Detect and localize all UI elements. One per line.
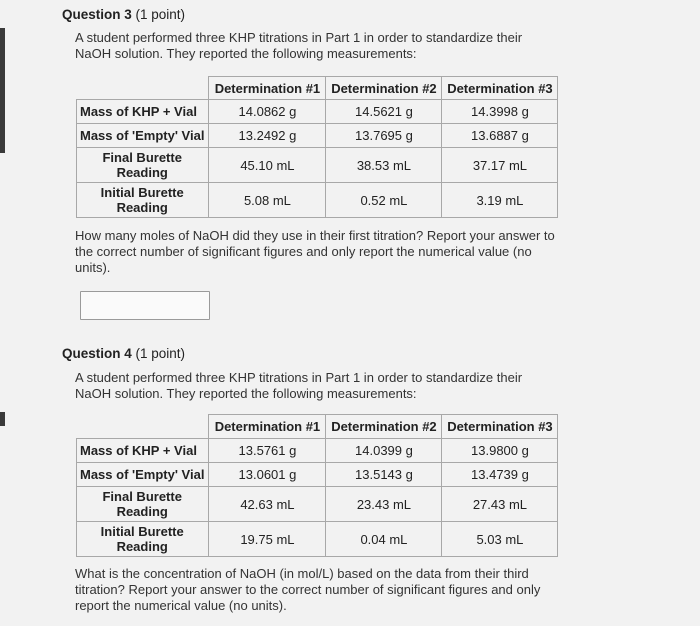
table-cell: 14.3998 g: [442, 100, 558, 124]
question-3-label: Question 3: [62, 7, 132, 22]
row-label: Mass of KHP + Vial: [77, 439, 209, 463]
table-cell: 0.04 mL: [326, 522, 442, 557]
row-label-line: Reading: [116, 200, 168, 215]
table-cell: 27.43 mL: [442, 487, 558, 522]
table-cell: 19.75 mL: [209, 522, 326, 557]
question-4-prompt-line: What is the concentration of NaOH (in mol/L) based on the data from their third: [75, 566, 529, 581]
table-cell: 14.0862 g: [209, 100, 326, 124]
question-3-intro-line: NaOH solution. They reported the following measurements:: [75, 46, 417, 61]
table-cell: 13.7695 g: [326, 124, 442, 148]
row-label: [77, 522, 209, 557]
row-label-line: Reading: [116, 539, 168, 554]
question-3-prompt-line: the correct number of significant figures and only report the numerical value (no: [75, 244, 532, 259]
row-label: Mass of KHP + Vial: [77, 100, 209, 124]
row-label: Mass of 'Empty' Vial: [77, 463, 209, 487]
table-cell: 5.08 mL: [209, 183, 326, 218]
column-header: Determination #1: [209, 415, 326, 439]
question-3-prompt: [75, 228, 590, 276]
column-header: Determination #1: [209, 77, 326, 100]
question-3-prompt-line: units).: [75, 260, 111, 275]
left-edge-bar: [0, 28, 5, 153]
question-3-data-table: [76, 76, 558, 218]
table-row: [77, 487, 558, 522]
column-header: Determination #2: [326, 415, 442, 439]
column-header: Determination #2: [326, 77, 442, 100]
row-label-line: Final Burette: [102, 489, 182, 504]
table-cell: 5.03 mL: [442, 522, 558, 557]
question-4-intro-line: NaOH solution. They reported the following measurements:: [75, 386, 417, 401]
question-3-points: (1 point): [135, 7, 186, 22]
table-cell: 38.53 mL: [326, 148, 442, 183]
table-row: [77, 522, 558, 557]
row-label-line: Initial Burette: [100, 524, 184, 539]
row-label-line: Initial Burette: [100, 185, 184, 200]
question-4-label: Question 4: [62, 346, 132, 361]
table-row: [77, 148, 558, 183]
question-3-intro-line: A student performed three KHP titrations in Part 1 in order to standardize their: [75, 30, 523, 45]
question-3-answer-input[interactable]: [80, 291, 210, 320]
question-3-title: [62, 7, 185, 22]
question-4-prompt: [75, 566, 590, 614]
table-row: [77, 463, 558, 487]
table-row: [77, 124, 558, 148]
column-header: Determination #3: [442, 77, 558, 100]
column-header: Determination #3: [442, 415, 558, 439]
question-4-intro-line: A student performed three KHP titrations in Part 1 in order to standardize their: [75, 370, 523, 385]
row-label-line: Final Burette: [102, 150, 182, 165]
row-label-line: Reading: [116, 504, 168, 519]
table-cell: 13.5143 g: [326, 463, 442, 487]
table-cell: 13.0601 g: [209, 463, 326, 487]
table-cell: 14.0399 g: [326, 439, 442, 463]
table-cell: 3.19 mL: [442, 183, 558, 218]
question-4-points: (1 point): [135, 346, 186, 361]
question-4-intro: [75, 370, 575, 402]
table-cell: 13.5761 g: [209, 439, 326, 463]
table-cell: 45.10 mL: [209, 148, 326, 183]
question-4-title: [62, 346, 185, 361]
table-cell: 0.52 mL: [326, 183, 442, 218]
question-3-prompt-line: How many moles of NaOH did they use in their first titration? Report your answer to: [75, 228, 555, 243]
table-cell: 13.4739 g: [442, 463, 558, 487]
table-cell: 23.43 mL: [326, 487, 442, 522]
table-cell: 37.17 mL: [442, 148, 558, 183]
table-corner: [77, 77, 209, 100]
row-label: Mass of 'Empty' Vial: [77, 124, 209, 148]
table-cell: 42.63 mL: [209, 487, 326, 522]
question-4-data-table: [76, 414, 558, 557]
table-row: [77, 183, 558, 218]
row-label: [77, 183, 209, 218]
question-3-intro: [75, 30, 575, 62]
table-row: [77, 100, 558, 124]
left-edge-bar: [0, 412, 5, 426]
table-corner: [77, 415, 209, 439]
row-label-line: Reading: [116, 165, 168, 180]
table-cell: 13.6887 g: [442, 124, 558, 148]
row-label: [77, 148, 209, 183]
table-cell: 14.5621 g: [326, 100, 442, 124]
question-4-prompt-line: titration? Report your answer to the correct number of significant figures and only: [75, 582, 541, 597]
table-cell: 13.9800 g: [442, 439, 558, 463]
row-label: [77, 487, 209, 522]
question-4-prompt-line: report the numerical value (no units).: [75, 598, 287, 613]
table-cell: 13.2492 g: [209, 124, 326, 148]
table-row: [77, 439, 558, 463]
